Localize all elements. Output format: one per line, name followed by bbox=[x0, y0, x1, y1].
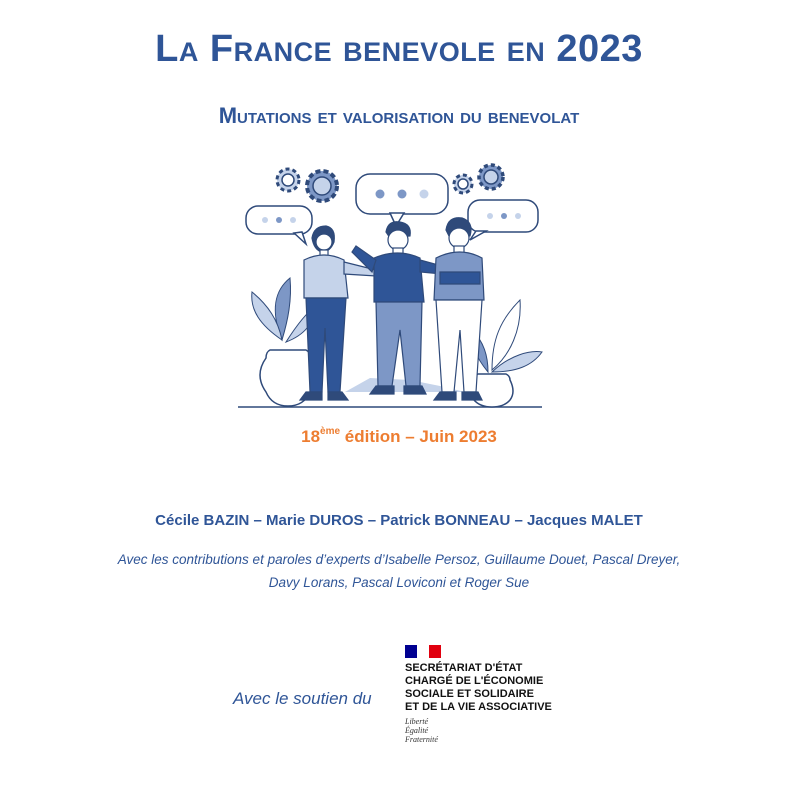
authors-line: Cécile BAZIN – Marie DUROS – Patrick BONNEAU – Jacques MALET bbox=[155, 512, 643, 529]
person-man-icon bbox=[352, 222, 442, 394]
gear-icon bbox=[307, 171, 337, 201]
support-label: Avec le soutien du bbox=[233, 689, 372, 708]
contributions-line: Davy Lorans, Pascal Loviconi et Roger Sue bbox=[268, 575, 530, 590]
gear-icon bbox=[454, 175, 472, 193]
edition-number: 18 bbox=[301, 427, 321, 446]
edition-ordinal: ème bbox=[320, 426, 341, 438]
flag-blue-band bbox=[405, 645, 417, 658]
motto-line: Égalité bbox=[405, 726, 429, 735]
edition-line bbox=[0, 427, 798, 447]
speech-bubble-icon bbox=[468, 200, 538, 240]
logo-line: CHARGÉ DE L'ÉCONOMIE bbox=[405, 675, 544, 687]
motto-line: Liberté bbox=[405, 717, 429, 726]
french-flag-icon bbox=[405, 645, 441, 658]
contributions-line: Avec les contributions et paroles d’experts d’Isabelle Persoz, Guillaume Douet, Pascal Dreyer, bbox=[117, 552, 681, 567]
gear-icon bbox=[277, 169, 299, 191]
speech-bubble-icon bbox=[246, 206, 312, 244]
motto-line: Fraternité bbox=[405, 735, 438, 744]
volunteers-discussion-illustration bbox=[230, 160, 550, 410]
logo-line: SOCIALE ET SOLIDAIRE bbox=[405, 688, 534, 700]
document-subtitle: Mutations et valorisation du benevolat bbox=[218, 103, 580, 128]
person-man-icon bbox=[434, 218, 484, 400]
gear-icon bbox=[479, 165, 503, 189]
government-logo bbox=[405, 645, 552, 744]
contributions-text bbox=[60, 548, 738, 594]
speech-bubble-icon bbox=[356, 174, 448, 226]
logo-motto bbox=[405, 717, 552, 744]
plant-icon bbox=[471, 300, 542, 407]
document-title: La France benevole en 2023 bbox=[155, 28, 643, 70]
logo-line: SECRÉTARIAT D'ÉTAT bbox=[405, 662, 523, 674]
flag-red-band bbox=[429, 645, 441, 658]
flag-white-band bbox=[417, 645, 429, 658]
logo-line: ET DE LA VIE ASSOCIATIVE bbox=[405, 701, 552, 713]
edition-date: édition – Juin 2023 bbox=[340, 427, 497, 446]
logo-text bbox=[405, 662, 552, 714]
